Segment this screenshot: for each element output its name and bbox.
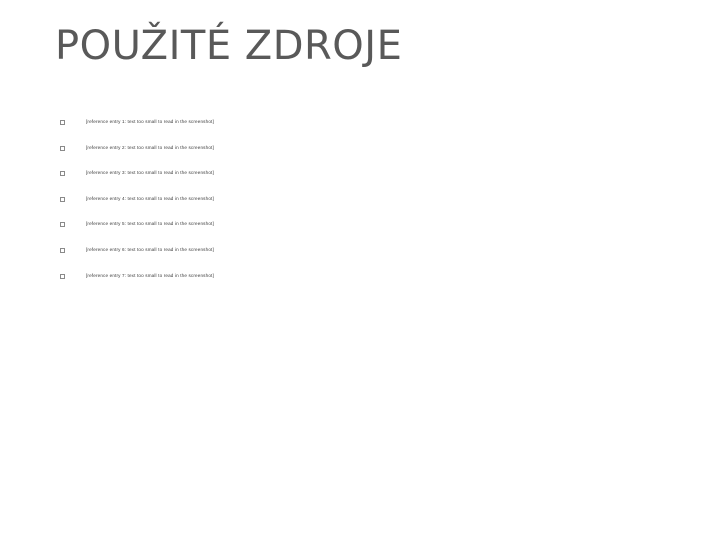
slide-title: POUŽITÉ ZDROJE (55, 23, 403, 69)
bullet-icon (60, 197, 65, 202)
bullet-icon (60, 171, 65, 176)
bullet-icon (60, 222, 65, 227)
source-text: [reference entry 6: text too small to read in the screenshot] (86, 246, 214, 252)
source-text: [reference entry 7: text too small to read in the screenshot] (86, 272, 214, 278)
list-item (55, 144, 680, 153)
source-text: [reference entry 5: text too small to read in the screenshot] (86, 221, 214, 227)
bullet-icon (60, 120, 65, 125)
list-item (55, 195, 680, 204)
bullet-icon (60, 146, 65, 151)
list-item (55, 169, 680, 178)
source-text: [reference entry 2: text too small to read in the screenshot] (86, 144, 214, 150)
source-text: [reference entry 4: text too small to read in the screenshot] (86, 195, 214, 201)
list-item (55, 272, 680, 281)
bullet-icon (60, 274, 65, 279)
source-text: [reference entry 3: text too small to read in the screenshot] (86, 170, 214, 176)
source-text: [reference entry 1: text too small to read in the screenshot] (86, 119, 214, 124)
list-item (55, 246, 680, 255)
bullet-icon (60, 248, 65, 253)
list-item (55, 118, 680, 127)
source-list (55, 118, 680, 297)
list-item (55, 220, 680, 229)
